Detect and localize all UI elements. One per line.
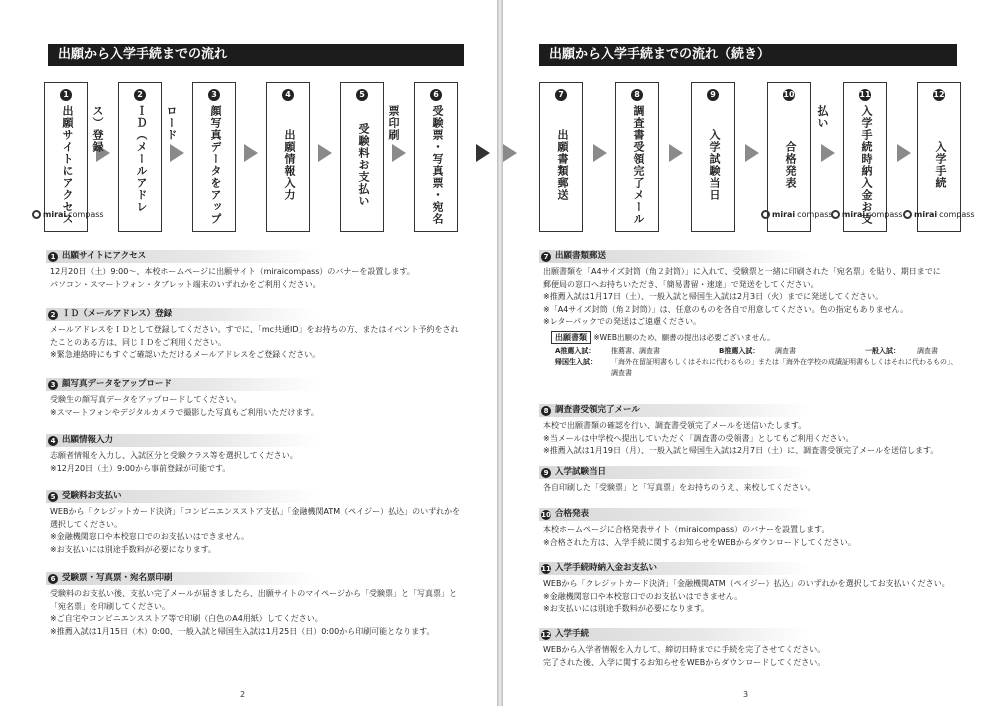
page-number: 3	[743, 690, 749, 699]
page-title: 出願から入学手続までの流れ（続き）	[539, 44, 957, 66]
section-3	[46, 378, 466, 419]
section-text: ※推薦入試は1月17日（土）、一般入試と帰国生入試は2月3日（火）までに発送してください。	[543, 292, 884, 301]
section-text: ※推薦入試は1月19日（月）、一般入試と帰国生入試は2月7日（土）に、調査書受領完了メールを送信します。	[543, 446, 939, 455]
section-title: 出願情報入力	[62, 435, 114, 446]
flow-arrow-icon	[897, 144, 911, 162]
section-title: ＩＤ（メールアドレス）登録	[62, 309, 173, 320]
logo-rest: compass	[68, 210, 104, 219]
grid-key: 一般入試：	[865, 346, 900, 355]
section-text: ※お支払いには別途手数料が必要になります。	[50, 544, 217, 554]
grid-value: 調査書	[775, 346, 796, 355]
logo-brand: mirai	[772, 210, 796, 219]
flow-step-7	[539, 82, 583, 232]
step-number: 5	[356, 89, 368, 101]
section-text: 郵便局の窓口へお持ちいただき、「簡易書留・速達」で発送をしてください。	[543, 279, 819, 289]
section-text: ※スマートフォンやデジタルカメラで撮影した写真もご利用いただけます。	[50, 407, 319, 417]
page-right	[503, 0, 1000, 706]
step-label: 入学手続時納入金お支払い	[816, 105, 873, 225]
section-text: ※ご自宅やコンビニエンスストア等で印刷（白色のA4用紙）してください。	[50, 614, 323, 623]
section-text: たことのある方は、同じＩＤをご利用ください。	[50, 337, 226, 347]
section-text: 受験料のお支払い後、支払い完了メールが届きましたら、出願サイトのマイページから「受験票」と「写真票」と	[50, 589, 457, 598]
section-7	[539, 250, 963, 379]
miraicompass-logo	[32, 210, 104, 219]
logo-rest: compass	[867, 210, 903, 219]
section-title: 受験料お支払い	[62, 491, 122, 502]
section-text: ※推薦入試は1月15日（木）0:00、一般入試と帰国生入試は1月25日（日）0:00から印刷可能となります。	[50, 626, 435, 636]
compass-icon	[761, 210, 770, 219]
section-number: 3	[48, 380, 58, 390]
section-number: 1	[48, 252, 58, 262]
logo-rest: compass	[797, 210, 833, 219]
step-number: 4	[282, 89, 294, 101]
section-text: ※12月20日（土）9:00から事前登録が可能です。	[50, 463, 231, 473]
section-text: ※当メールは中学校へ提出していただく「調査書の受領書」としてもご利用ください。	[543, 433, 854, 443]
section-text: 完了された後、入学に関するお知らせをWEBからダウンロードしてください。	[543, 657, 826, 667]
step-label: 受験料お支払い	[357, 123, 370, 207]
page-left	[0, 0, 497, 706]
step-label: 合格発表	[784, 141, 797, 189]
section-text: 出願書類を「A4サイズ封筒（角２封筒）」に入れて、受験票と一緒に印刷された「宛名票」を貼り、期日までに	[543, 267, 941, 276]
step-label: 出願サイトにアクセス	[61, 105, 74, 225]
section-number: 2	[48, 310, 58, 320]
step-label: ＩＤ（メールアドレス）登録	[91, 105, 148, 213]
step-number: 3	[208, 89, 220, 101]
grid-value: 推薦書、調査書	[611, 346, 660, 355]
section-text: 12月20日（土）9:00～、本校ホームページに出願サイト（miraicompass）のバナーを設置します。	[50, 267, 415, 276]
section-number: 11	[541, 564, 551, 573]
section-text: 本校で出願書類の確認を行い、調査書受領完了メールを送信いたします。	[543, 421, 807, 430]
section-number: 8	[541, 406, 551, 416]
documents-heading: 出願書類	[551, 331, 591, 344]
logo-brand: mirai	[914, 210, 938, 219]
step-number: 10	[783, 90, 795, 99]
section-number: 5	[48, 492, 58, 502]
section-number: 10	[541, 510, 551, 519]
section-title: 受験票・写真票・宛名票印刷	[62, 573, 173, 584]
miraicompass-logo	[903, 210, 975, 219]
flow-arrow-icon	[593, 144, 607, 162]
section-text: 選択してください。	[50, 519, 122, 529]
section-text: 「宛名票」を印刷してください。	[50, 601, 170, 611]
flow-chart	[539, 82, 975, 232]
section-text: 本校ホームページに合格発表サイト（miraicompass）のバナーを設置します。	[543, 525, 830, 534]
section-title: 顔写真データをアップロード	[62, 379, 172, 390]
compass-icon	[32, 210, 41, 219]
flow-arrow-icon	[669, 144, 683, 162]
grid-value: 「海外在留証明書もしくはそれに代わるもの」または「海外在学校の成績証明書もしくはそれに代わるもの」、	[611, 357, 958, 366]
grid-key: 帰国生入試：	[555, 357, 597, 366]
section-text: 受験生の顔写真データをアップロードしてください。	[50, 395, 242, 404]
section-number: 4	[48, 436, 58, 446]
step-number: 9	[707, 89, 719, 101]
flow-step-3	[165, 82, 236, 232]
grid-value: 調査書	[917, 346, 938, 355]
section-number: 12	[541, 630, 551, 639]
flow-arrow-icon	[318, 144, 332, 162]
step-label: 顔写真データをアップロード	[165, 105, 222, 225]
section-text: 志願者情報を入力し、入試区分と受験クラス等を選択してください。	[50, 451, 298, 460]
flow-step-9	[691, 82, 735, 232]
section-text: ※金融機関窓口や本校窓口でのお支払いはできません。	[543, 591, 743, 601]
step-label: 調査書受領完了メール	[632, 105, 645, 225]
grid-key: A推薦入試：	[555, 346, 596, 355]
step-number: 7	[555, 89, 567, 101]
flow-arrow-icon	[503, 144, 517, 162]
flow-step-6	[387, 82, 458, 232]
section-text: WEBから「クレジットカード決済」「金融機関ATM（ペイジー）払込」のいずれかを選択してお支払いください。	[543, 579, 950, 588]
page-title: 出願から入学手続までの流れ	[48, 44, 464, 66]
section-6	[46, 572, 466, 638]
section-11	[539, 562, 963, 616]
section-number: 9	[541, 468, 551, 478]
section-title: 入学手続	[555, 629, 590, 640]
section-title: 合格発表	[555, 509, 590, 520]
logo-rest: compass	[939, 210, 975, 219]
section-text: ※お支払いには別途手数料が必要になります。	[543, 604, 710, 613]
required-documents	[551, 331, 963, 344]
miraicompass-logo	[831, 210, 903, 219]
section-5	[46, 490, 466, 556]
compass-icon	[831, 210, 840, 219]
documents-returnee-row	[555, 357, 963, 379]
logo-brand: mirai	[842, 210, 866, 219]
flow-arrow-icon	[745, 144, 759, 162]
flow-step-4	[266, 82, 310, 232]
logo-brand: mirai	[43, 210, 67, 219]
section-text: WEBから「クレジットカード決済」「コンビニエンスストア支払」「金融機関ATM（ペイジー）払込」のいずれかを	[50, 507, 461, 516]
step-label: 出願情報入力	[283, 129, 296, 201]
step-number: 1	[60, 89, 72, 101]
documents-grid	[555, 346, 963, 357]
section-number: 6	[48, 574, 58, 584]
step-number: 12	[933, 90, 945, 99]
step-label: 出願書類郵送	[556, 129, 569, 201]
step-number: 11	[859, 90, 871, 99]
section-9	[539, 466, 963, 495]
section-text: ※合格された方は、入学手続に関するお知らせをWEBからダウンロードしてください。	[543, 537, 856, 547]
step-label: 入学手続	[934, 141, 947, 189]
section-text: WEBから入学者情報を入力して、締切日時までに手続を完了させてください。	[543, 645, 826, 654]
grid-value: 調査書	[611, 368, 632, 377]
section-number: 7	[541, 252, 551, 262]
grid-key: B推薦入試：	[719, 346, 760, 355]
section-text: ※「A4サイズ封筒（角２封筒）」は、任意のものを各自で用意してください。色の指定もありません。	[543, 304, 909, 314]
next-page-arrow-icon	[476, 144, 490, 162]
section-1	[46, 250, 466, 291]
section-text: メールアドレスをＩＤとして登録してください。すでに、「mc共通ID」をお持ちの方、またはイベント予約をされ	[50, 325, 459, 334]
section-8	[539, 404, 963, 458]
documents-note: ※WEB出願のため、願書の提出は必要ございません。	[593, 332, 775, 342]
section-12	[539, 628, 963, 669]
section-text: ※金融機関窓口や本校窓口でのお支払いはできません。	[50, 532, 250, 541]
compass-icon	[903, 210, 912, 219]
section-title: 入学手続時納入金お支払い	[555, 563, 658, 574]
section-text: パソコン・スマートフォン・タブレット端末のいずれかをご利用ください。	[50, 279, 321, 289]
step-number: 6	[430, 89, 442, 101]
section-text: ※レターパックでの発送はご遠慮ください。	[543, 317, 701, 326]
flow-chart	[44, 82, 464, 232]
step-number: 8	[631, 89, 643, 101]
step-label: 入学試験当日	[708, 129, 721, 201]
step-label: 受験票・写真票・宛名票印刷	[387, 105, 444, 225]
section-text: ※緊急連絡時にもすぐご確認いただけるメールアドレスをご登録ください。	[50, 350, 321, 359]
section-10	[539, 508, 963, 549]
section-4	[46, 434, 466, 475]
flow-step-8	[615, 82, 659, 232]
section-title: 調査書受領完了メール	[555, 405, 640, 416]
miraicompass-logo	[761, 210, 833, 219]
section-title: 出願サイトにアクセス	[62, 251, 147, 262]
page-number: 2	[240, 690, 246, 699]
section-2	[46, 308, 466, 362]
section-title: 出願書類郵送	[555, 251, 607, 262]
flow-arrow-icon	[244, 144, 258, 162]
step-number: 2	[134, 89, 146, 101]
section-title: 入学試験当日	[555, 467, 607, 478]
section-text: 各自印刷した「受験票」と「写真票」をお持ちのうえ、来校してください。	[543, 483, 816, 492]
